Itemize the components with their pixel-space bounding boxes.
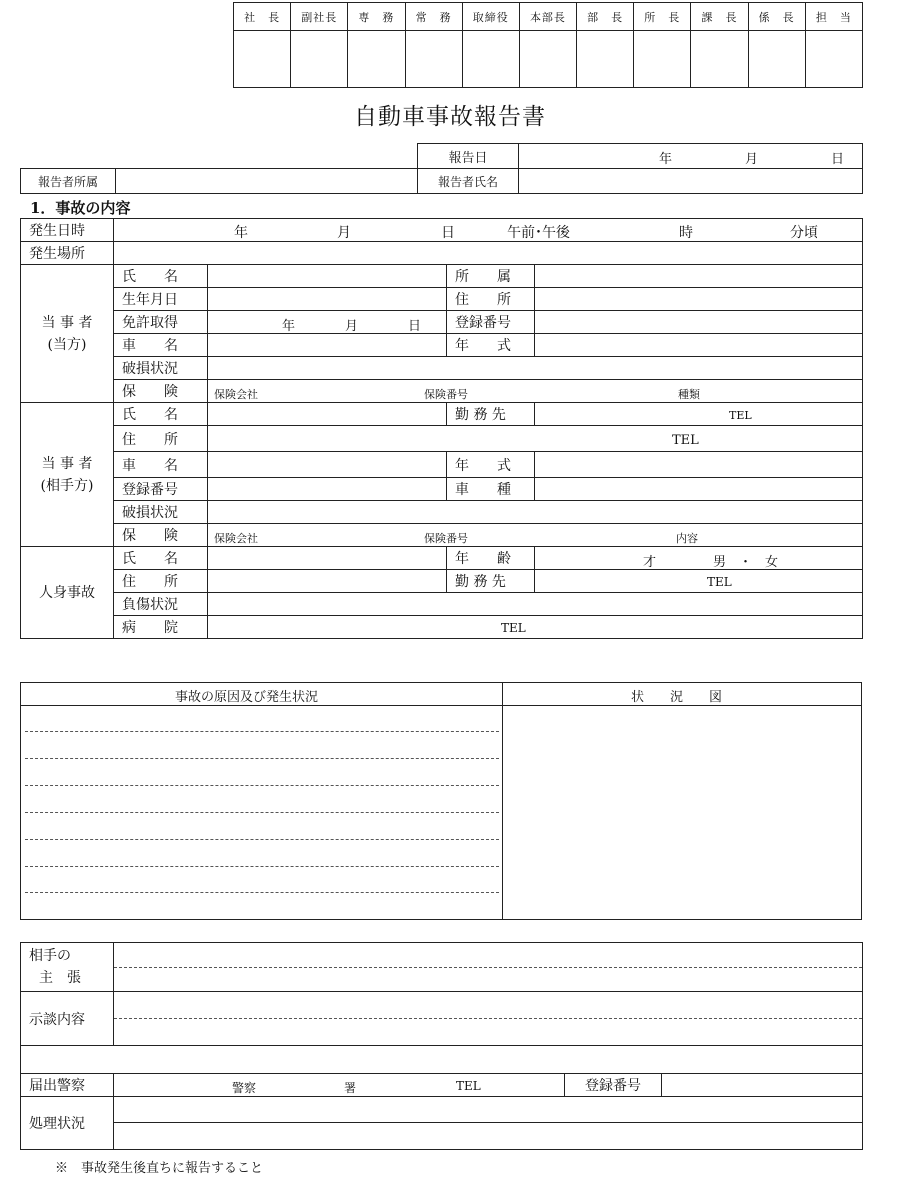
diagram-area[interactable]: [503, 706, 861, 919]
self-address-label: 住 所: [447, 288, 535, 311]
self-damage-label: 破損状況: [114, 357, 208, 380]
handling-field-1[interactable]: [114, 1097, 863, 1123]
report-date-label: 報告日: [418, 144, 519, 169]
settlement-line: [114, 1018, 862, 1019]
footer-note: ※ 事故発生後直ちに報告すること: [55, 1161, 264, 1176]
settlement-table: [20, 942, 863, 1150]
self-ins-kind: 種類: [678, 388, 700, 401]
lic-year-label: 年: [282, 319, 296, 334]
document-title: 自動車事故報告書: [354, 104, 546, 130]
cause-line[interactable]: [25, 785, 499, 786]
injury-workplace-label: 勤 務 先: [447, 570, 535, 593]
party-self-group-label: 当 事 者: [41, 314, 93, 331]
cause-and-diagram-box: [20, 682, 862, 920]
occ-year-label: 年: [234, 225, 248, 241]
report-year-label: 年: [659, 152, 673, 167]
claim-line: [114, 967, 862, 968]
approval-header-vice-president: 副社長: [291, 3, 348, 31]
self-insurance-field[interactable]: [208, 380, 863, 403]
blank-row[interactable]: [21, 1046, 863, 1074]
injury-hospital-field[interactable]: [208, 616, 863, 639]
party-other-group: [21, 403, 114, 547]
other-insurance-field[interactable]: [208, 524, 863, 547]
other-address-label: 住 所: [114, 426, 208, 452]
self-insurance-label: 保 険: [114, 380, 208, 403]
police-field[interactable]: [114, 1074, 565, 1097]
other-car-type-field[interactable]: [535, 478, 863, 501]
stamp-cell-subsection-chief[interactable]: [748, 31, 805, 88]
approval-header-dept-manager: 部 長: [577, 3, 634, 31]
injury-hospital-label: 病 院: [114, 616, 208, 639]
injury-tel1: TEL: [707, 575, 732, 589]
self-ins-company: 保険会社: [214, 388, 258, 401]
occ-minute-label: 分頃: [790, 225, 818, 241]
self-damage-field[interactable]: [208, 357, 863, 380]
injury-group: [21, 547, 114, 639]
accident-details-table: [20, 218, 863, 639]
police-tel: TEL: [456, 1079, 481, 1093]
lic-month-label: 月: [345, 319, 359, 334]
report-date-field[interactable]: [519, 144, 863, 169]
other-model-year-field[interactable]: [535, 452, 863, 478]
occ-day-label: 日: [441, 225, 455, 241]
police-text: 警察: [232, 1081, 257, 1095]
stamp-cell-staff[interactable]: [805, 31, 862, 88]
bottom-registration-field[interactable]: [662, 1074, 863, 1097]
injury-condition-label: 負傷状況: [114, 593, 208, 616]
other-damage-field[interactable]: [208, 501, 863, 524]
injury-tel2: TEL: [501, 621, 526, 635]
report-day-label: 日: [831, 152, 845, 167]
stamp-cell-division-head[interactable]: [519, 31, 576, 88]
settlement-label: 示談内容: [21, 992, 114, 1046]
occurrence-place-label: 発生場所: [21, 242, 114, 265]
cause-line[interactable]: [25, 866, 499, 867]
cause-header: 事故の原因及び発生状況: [175, 690, 319, 705]
report-month-label: 月: [745, 152, 759, 167]
approval-header-section-chief: 課 長: [691, 3, 748, 31]
other-car-label: 車 名: [114, 452, 208, 478]
other-damage-label: 破損状況: [114, 501, 208, 524]
self-birth-field[interactable]: [208, 288, 447, 311]
cause-line[interactable]: [25, 812, 499, 813]
injury-condition-field[interactable]: [208, 593, 863, 616]
other-tel1: TEL: [729, 409, 752, 422]
station-text: 署: [344, 1081, 357, 1095]
self-affiliation-label: 所 属: [447, 265, 535, 288]
stamp-cell-managing-director[interactable]: [405, 31, 462, 88]
other-ins-company: 保険会社: [214, 532, 258, 545]
lic-day-label: 日: [408, 319, 422, 334]
injury-age-unit: 才: [643, 555, 657, 570]
injury-group-label: 人身事故: [39, 584, 95, 601]
police-label: 届出警察: [21, 1074, 114, 1097]
stamp-cell-office-head[interactable]: [634, 31, 691, 88]
cause-line[interactable]: [25, 892, 499, 893]
occ-month-label: 月: [337, 225, 351, 241]
injury-age-field[interactable]: [535, 547, 863, 570]
cause-line[interactable]: [25, 731, 499, 732]
injury-name-label: 氏 名: [114, 547, 208, 570]
claim-label-line2: 主 張: [39, 970, 81, 986]
party-other-group-sub: (相手方): [40, 477, 94, 494]
approval-header-president: 社 長: [234, 3, 291, 31]
other-car-type-label: 車 種: [447, 478, 535, 501]
other-ins-number: 保険番号: [424, 532, 468, 545]
approval-header-managing-director: 常 務: [405, 3, 462, 31]
reporter-name-field[interactable]: [519, 169, 863, 194]
stamp-cell-president[interactable]: [234, 31, 291, 88]
spacer: [21, 144, 116, 169]
self-registration-field[interactable]: [535, 311, 863, 334]
self-ins-number: 保険番号: [424, 388, 468, 401]
injury-age-label: 年 齢: [447, 547, 535, 570]
cause-header-row: [21, 683, 861, 706]
injury-workplace-field[interactable]: [535, 570, 863, 593]
stamp-cell-dept-manager[interactable]: [577, 31, 634, 88]
other-workplace-field[interactable]: [535, 403, 863, 426]
occ-hour-label: 時: [679, 225, 693, 241]
injury-address-field[interactable]: [208, 570, 447, 593]
approval-header-subsection-chief: 係 長: [748, 3, 805, 31]
self-affiliation-field[interactable]: [535, 265, 863, 288]
stamp-cell-vice-president[interactable]: [291, 31, 348, 88]
party-self-group: [21, 265, 114, 403]
stamp-cell-senior-director[interactable]: [348, 31, 405, 88]
occurrence-datetime-field[interactable]: [114, 219, 863, 242]
handling-field-2[interactable]: [114, 1123, 863, 1150]
handling-label: 処理状況: [21, 1097, 114, 1150]
other-ins-content: 内容: [676, 532, 698, 545]
self-address-field[interactable]: [535, 288, 863, 311]
other-tel2: TEL: [672, 433, 699, 448]
claim-field[interactable]: [114, 943, 863, 992]
other-address-field[interactable]: [208, 426, 863, 452]
party-self-group-sub: (当方): [47, 336, 87, 353]
self-birth-label: 生年月日: [114, 288, 208, 311]
approval-header-division-head: 本部長: [519, 3, 576, 31]
cause-line[interactable]: [25, 758, 499, 759]
approval-header-director: 取締役: [462, 3, 519, 31]
section-heading-accident-details: 1．事故の内容: [30, 199, 131, 217]
occurrence-place-field[interactable]: [114, 242, 863, 265]
other-model-year-label: 年 式: [447, 452, 535, 478]
reporter-dept-label: 報告者所属: [21, 169, 116, 194]
injury-gender: 男 ・ 女: [713, 555, 779, 570]
self-registration-label: 登録番号: [447, 311, 535, 334]
self-model-year-label: 年 式: [447, 334, 535, 357]
claim-label: [21, 943, 114, 992]
stamp-cell-director[interactable]: [462, 31, 519, 88]
other-registration-field[interactable]: [208, 478, 447, 501]
other-workplace-label: 勤 務 先: [447, 403, 535, 426]
claim-label-line1: 相手の: [29, 948, 71, 964]
other-car-field[interactable]: [208, 452, 447, 478]
injury-address-label: 住 所: [114, 570, 208, 593]
other-name-label: 氏 名: [114, 403, 208, 426]
approval-stamp-grid: [233, 2, 863, 88]
reporter-dept-field[interactable]: [116, 169, 418, 194]
self-license-field[interactable]: [208, 311, 447, 334]
cause-line[interactable]: [25, 839, 499, 840]
other-registration-label: 登録番号: [114, 478, 208, 501]
party-other-group-label: 当 事 者: [41, 455, 93, 472]
self-model-year-field[interactable]: [535, 334, 863, 357]
reporter-name-label: 報告者氏名: [418, 169, 519, 194]
occ-ampm-label: 午前･午後: [507, 225, 570, 241]
approval-header-office-head: 所 長: [634, 3, 691, 31]
self-name-label: 氏 名: [114, 265, 208, 288]
self-car-field[interactable]: [208, 334, 447, 357]
diagram-header: 状 況 図: [631, 690, 723, 705]
spacer: [116, 144, 418, 169]
approval-header-senior-director: 専 務: [348, 3, 405, 31]
bottom-registration-label: 登録番号: [565, 1074, 662, 1097]
stamp-cell-section-chief[interactable]: [691, 31, 748, 88]
self-car-label: 車 名: [114, 334, 208, 357]
other-name-field[interactable]: [208, 403, 447, 426]
other-insurance-label: 保 険: [114, 524, 208, 547]
occurrence-datetime-label: 発生日時: [21, 219, 114, 242]
self-license-label: 免許取得: [114, 311, 208, 334]
settlement-field[interactable]: [114, 992, 863, 1046]
injury-name-field[interactable]: [208, 547, 447, 570]
self-name-field[interactable]: [208, 265, 447, 288]
reporter-info-table: [20, 143, 863, 194]
approval-header-staff: 担 当: [805, 3, 862, 31]
